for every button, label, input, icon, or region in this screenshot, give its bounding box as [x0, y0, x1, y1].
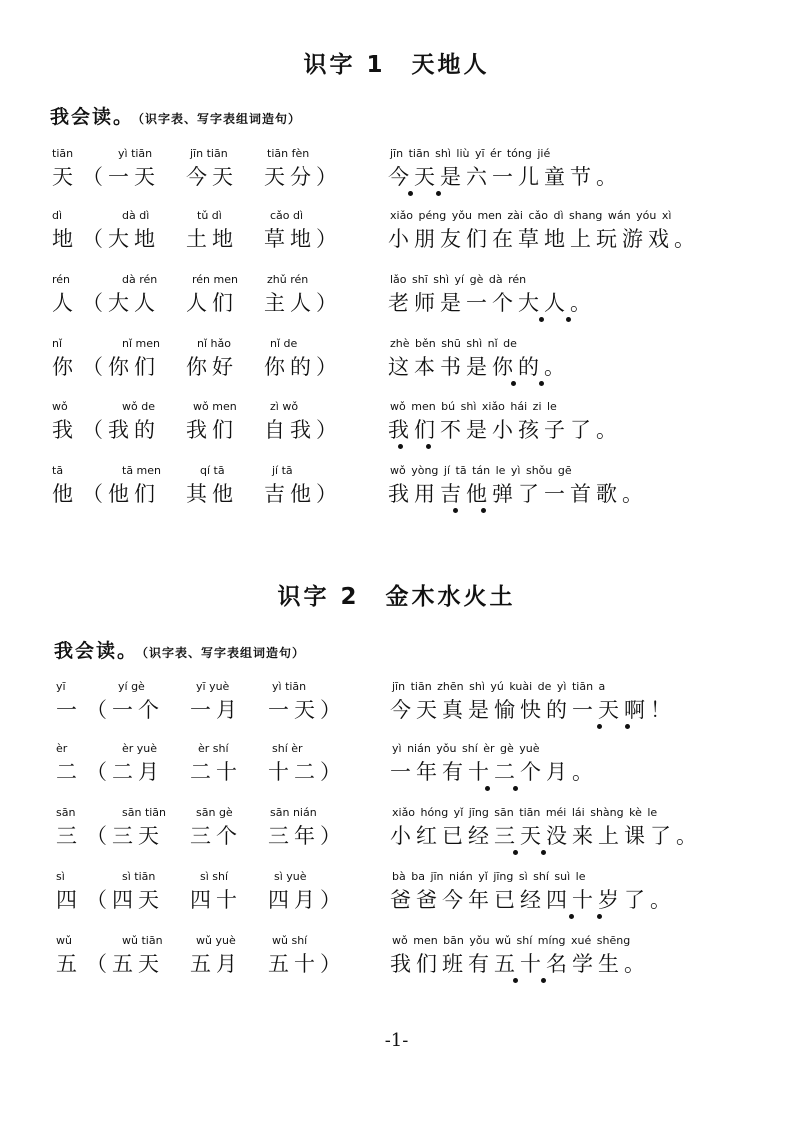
char-pinyin: sì: [56, 870, 65, 883]
word-pinyin: shí èr: [272, 742, 303, 755]
word-pinyin: èr shí: [198, 742, 229, 755]
sentence-pinyin: zhè běn shū shì nǐ de: [390, 337, 517, 350]
lesson1-subhead-label: 我会读。: [50, 106, 135, 128]
lesson1-title: 识字 1 天地人: [303, 52, 490, 78]
character: 天: [52, 165, 78, 189]
word-pinyin: wǒ men: [193, 400, 237, 413]
example-sentence: 爸爸今年已经四十岁了。: [390, 888, 676, 912]
word-group: （他们 其他 吉他）: [82, 482, 342, 506]
word-pinyin: wǔ tiān: [122, 934, 163, 947]
example-sentence: 我们班有五十名学生。: [390, 952, 650, 976]
word-group: （一天 今天 天分）: [82, 165, 342, 189]
char-pinyin: èr: [56, 742, 68, 755]
word-pinyin: sì yuè: [274, 870, 307, 883]
char-pinyin: sān: [56, 806, 76, 819]
word-pinyin: sì tiān: [122, 870, 156, 883]
example-sentence: 我用吉他弹了一首歌。: [388, 482, 648, 506]
word-pinyin: tā men: [122, 464, 162, 477]
lesson2-subhead-note: （识字表、写字表组词造句）: [142, 646, 306, 660]
lesson2-row: [0, 934, 793, 984]
word-pinyin: jí tā: [272, 464, 293, 477]
lesson2-row: [0, 742, 793, 792]
word-pinyin: yì tiān: [118, 147, 153, 160]
example-sentence: 今天是六一儿童节。: [388, 165, 622, 189]
character: 二: [56, 760, 82, 784]
character: 一: [56, 698, 82, 722]
word-group: （三天 三个 三年）: [86, 824, 346, 848]
char-pinyin: wǒ: [52, 400, 68, 413]
lesson1-row: [0, 209, 793, 259]
word-pinyin: nǐ de: [270, 337, 298, 350]
word-pinyin: tiān fèn: [267, 147, 310, 160]
char-pinyin: tā: [52, 464, 64, 477]
sentence-pinyin: yì nián yǒu shí èr gè yuè: [392, 742, 540, 755]
character: 四: [56, 888, 82, 912]
character: 三: [56, 824, 82, 848]
lesson1-row: [0, 273, 793, 323]
word-pinyin: sān tiān: [122, 806, 167, 819]
lesson2-subhead-label: 我会读。: [54, 640, 139, 662]
word-pinyin: zì wǒ: [270, 400, 299, 413]
word-pinyin: jīn tiān: [190, 147, 228, 160]
word-pinyin: nǐ men: [122, 337, 160, 350]
sentence-pinyin: jīn tiān zhēn shì yú kuài de yì tiān a: [392, 680, 606, 693]
sentence-pinyin: wǒ men bú shì xiǎo hái zi le: [390, 400, 557, 413]
lesson1-subhead-note: （识字表、写字表组词造句）: [138, 112, 302, 126]
lesson1-row: [0, 147, 793, 197]
sentence-pinyin: lǎo shī shì yí gè dà rén: [390, 273, 527, 286]
word-pinyin: dà dì: [122, 209, 150, 222]
sentence-pinyin: jīn tiān shì liù yī ér tóng jié: [390, 147, 551, 160]
word-pinyin: sān nián: [270, 806, 317, 819]
character: 我: [52, 418, 78, 442]
word-pinyin: dà rén: [122, 273, 158, 286]
sentence-pinyin: xiǎo hóng yǐ jīng sān tiān méi lái shàng kè le: [392, 806, 658, 819]
char-pinyin: wǔ: [56, 934, 72, 947]
lesson2-title: 识字 2 金木水火土: [277, 584, 516, 610]
word-group: （大地 土地 草地）: [82, 227, 342, 251]
word-pinyin: wǔ yuè: [196, 934, 236, 947]
example-sentence: 小红已经三天没来上课了。: [390, 824, 702, 848]
example-sentence: 一年有十二个月。: [390, 760, 598, 784]
word-pinyin: èr yuè: [122, 742, 158, 755]
word-pinyin: cǎo dì: [270, 209, 304, 222]
word-pinyin: nǐ hǎo: [197, 337, 231, 350]
word-pinyin: wǔ shí: [272, 934, 308, 947]
sentence-pinyin: wǒ men bān yǒu wǔ shí míng xué shēng: [392, 934, 631, 947]
word-pinyin: rén men: [192, 273, 238, 286]
word-group: （大人 人们 主人）: [82, 291, 342, 315]
lesson2-row: [0, 680, 793, 730]
lesson2-row: [0, 870, 793, 920]
sentence-pinyin: wǒ yòng jí tā tán le yì shǒu gē: [390, 464, 572, 477]
word-pinyin: sì shí: [200, 870, 229, 883]
example-sentence: 这本书是你的。: [388, 355, 570, 379]
word-group: （一个 一月 一天）: [86, 698, 346, 722]
example-sentence: 我们不是小孩子了。: [388, 418, 622, 442]
char-pinyin: yī: [56, 680, 66, 693]
word-pinyin: sān gè: [196, 806, 233, 819]
lesson1-row: [0, 464, 793, 514]
example-sentence: 今天真是愉快的一天啊！: [390, 698, 676, 722]
word-pinyin: wǒ de: [122, 400, 155, 413]
word-pinyin: tǔ dì: [197, 209, 222, 222]
char-pinyin: rén: [52, 273, 71, 286]
lesson1-row: [0, 337, 793, 387]
word-group: （二月 二十 十二）: [86, 760, 346, 784]
character: 人: [52, 291, 78, 315]
example-sentence: 老师是一个大人。: [388, 291, 596, 315]
sentence-pinyin: xiǎo péng yǒu men zài cǎo dì shang wán yóu xì: [390, 209, 672, 222]
char-pinyin: dì: [52, 209, 63, 222]
character: 五: [56, 952, 82, 976]
word-group: （四天 四十 四月）: [86, 888, 346, 912]
char-pinyin: tiān: [52, 147, 74, 160]
word-group: （你们 你好 你的）: [82, 355, 342, 379]
word-pinyin: yì tiān: [272, 680, 307, 693]
word-pinyin: yí gè: [118, 680, 145, 693]
character: 你: [52, 355, 78, 379]
lesson2-subhead: [54, 636, 305, 663]
word-pinyin: qí tā: [200, 464, 225, 477]
word-group: （五天 五月 五十）: [86, 952, 346, 976]
character: 地: [52, 227, 78, 251]
lesson2-row: [0, 806, 793, 856]
lesson1-row: [0, 400, 793, 450]
word-pinyin: zhǔ rén: [267, 273, 309, 286]
page-number: -1-: [384, 1030, 409, 1051]
char-pinyin: nǐ: [52, 337, 63, 350]
word-pinyin: yī yuè: [196, 680, 230, 693]
lesson1-subhead: [50, 102, 301, 129]
sentence-pinyin: bà ba jīn nián yǐ jīng sì shí suì le: [392, 870, 586, 883]
example-sentence: 小朋友们在草地上玩游戏。: [388, 227, 700, 251]
character: 他: [52, 482, 78, 506]
word-group: （我的 我们 自我）: [82, 418, 342, 442]
